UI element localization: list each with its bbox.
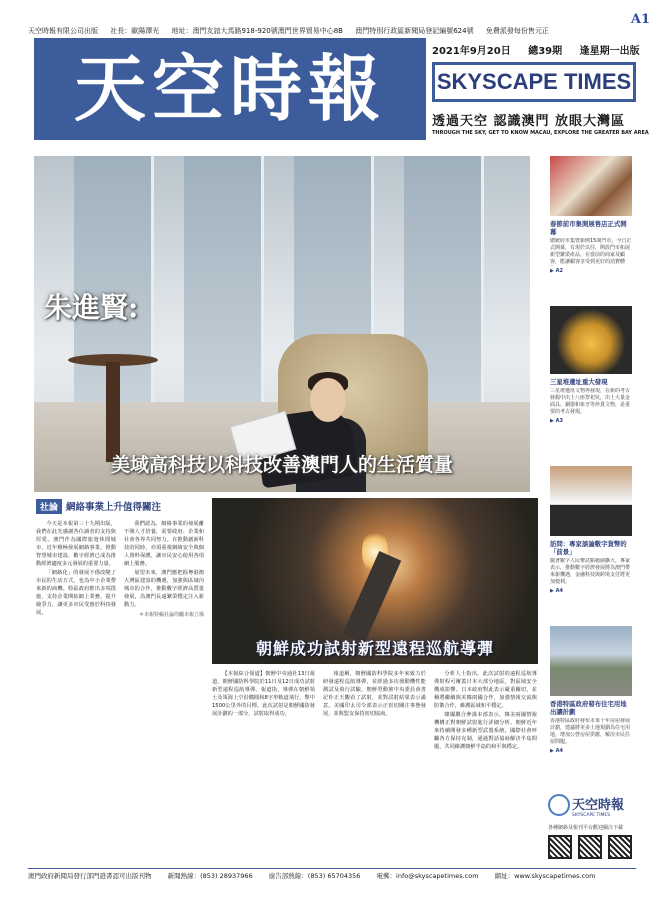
story-paragraph: 【本報綜合報道】朝鮮中央通社13日報道，朝鮮國防科學院於11日及12日成功試射新型遠程巡航導彈。報道指，導彈在朝鮮領土及領海上空沿橢圓和8字形軌道飛行，擊中1500公里外的目標。此次試射是朝鮮國防發展計劃的一部分，試射取得成功。 (212, 671, 315, 717)
teaser-title[interactable]: 香港特區政府發布住宅用地出讓計劃 (550, 700, 627, 716)
editorial-paragraph: 展望未來，澳門應把握粵港澳大灣區建設的機遇，加強與區域內城市的合作，推動數字經濟高質量發展，為澳門長遠繁榮穩定注入新動力。 (124, 570, 204, 608)
issue-date: 2021年9月20日 (432, 46, 511, 57)
masthead-title: 天空時報 (73, 46, 386, 131)
person-head (310, 378, 346, 422)
story-paragraph: 報道稱，朝鮮國防科學院多年來致力於研發遠程巡航導彈，並經過多次發動機性能測試及飛行試驗。朝鮮勞動黨中央委員會書記朴正天觀看了試射，並對試射結果表示滿意。美國印太司令部表示正密切關注事態發展，並與盟友保持密切協商。 (323, 671, 426, 717)
story-column (212, 670, 315, 860)
teaser-text: 隨著數字人民幣試點範圍擴大，專家表示，推動數字經濟發展將為澳門帶來新機遇，金融科技與跨境支付將更加便利。 (550, 558, 631, 585)
globe-logo-icon (548, 794, 570, 816)
editorial-column (124, 520, 204, 860)
slogan: 透過天空 認識澳門 放眼大灣區 (432, 114, 626, 129)
teaser-image[interactable] (550, 306, 632, 374)
ad-logo-text: 天空時報 (572, 798, 625, 813)
hero-name: 朱進賢: (44, 291, 139, 324)
editorial-paragraph: 「網絡化」的發展不僅改變了市民的生活方式，也為中小企業帶來新的商機。特區政府推出多項措施，支持企業開拓網上業務，提升競爭力，讓更多市民受惠於科技發展。 (36, 570, 116, 616)
president-text: 社長：歐陽澤光 (110, 27, 160, 35)
story-headline[interactable]: 朝鮮成功試射新型遠程巡航導彈 (255, 639, 494, 658)
footer-website[interactable]: 網址：www.skyscapetimes.com (494, 872, 596, 880)
top-info-bar (28, 24, 630, 38)
editorial-title[interactable]: 網絡事業上升值得關注 (66, 502, 162, 513)
ad-logo-english: SKYSCAPE TIMES (572, 813, 611, 818)
issue-info (432, 42, 654, 57)
editorial-column (36, 520, 116, 860)
editorial-paragraph: 我們認為，網絡事業的發展離不開人才培養，需要政府、企業和社會各界共同努力。在推動創新科技的同時，亦須重視網絡安全與個人資料保護，讓市民安心使用各項網上服務。 (124, 521, 204, 567)
teaser-page-ref[interactable]: ▶ A4 (550, 748, 632, 754)
sidebar-teasers (550, 156, 632, 796)
teaser-item[interactable] (550, 306, 632, 424)
issue-number: 總39期 (528, 46, 563, 57)
teaser-title[interactable]: 三星堆遺址重大發現 (550, 378, 608, 386)
address-text: 地址：澳門友誼大馬路918-920號澳門世界貿易中心8B (171, 27, 343, 35)
story-body (212, 670, 537, 860)
qr-code-icon[interactable] (578, 835, 602, 859)
editorial-header (36, 498, 204, 514)
footer-supervisor: 澳門政府新聞局發行部門證書認可出版刊物 (28, 872, 152, 880)
price-text: 免費派發每份售元正 (485, 27, 549, 35)
teaser-text: 總統府市集暨新開15間門市，今日正式開幕，有現於以往，開設門市拓展新型繁榮產品，在當前的商家及顧客，能讓顧客享受到更好的消費體 (550, 238, 632, 265)
side-table-leg (106, 362, 120, 462)
qr-code-icon[interactable] (608, 835, 632, 859)
footer-bar (28, 868, 636, 882)
story-paragraph: 分析人士指出，此次試射的遠程巡航導彈射程可覆蓋日本大部分地區，對區域安全構成影響。日本政府對此表示嚴重關切，並稱將繼續與美韓兩國合作，加強情報交流與防衛合作，維護區域和平穩定。 (434, 671, 537, 709)
story-column (434, 670, 537, 860)
teaser-text: 三星堆遺址文物再發現，在新的考古發掘中出土八座祭祀坑，出土大量金面具、銅器和象牙等珍貴文物，是重要的考古發現。 (550, 388, 631, 415)
teaser-item[interactable] (550, 466, 632, 594)
approval-text: 澳門特別行政區新聞局登記編號624號 (355, 27, 474, 35)
teaser-page-ref[interactable]: ▶ A3 (550, 418, 632, 424)
editorial-body (36, 520, 204, 860)
footer-email[interactable]: 電郵：info@skyscapetimes.com (376, 872, 479, 880)
ad-text: 各種網絡及報刊平台歡迎關注下載 (548, 825, 624, 831)
teaser-image[interactable] (550, 466, 632, 536)
teaser-title[interactable]: 春節前市集開展售店正式開幕 (550, 220, 627, 236)
teaser-image[interactable] (550, 156, 632, 216)
window-pane (184, 156, 264, 416)
page-number: A1 (630, 12, 650, 27)
hero-headline[interactable]: 美域高科技以科技改善澳門人的生活質量 (110, 454, 453, 476)
masthead-ad[interactable] (548, 790, 636, 850)
tagline: THROUGH THE SKY, GET TO KNOW MACAU, EXPLORE THE GREATER BAY AREA (432, 130, 649, 136)
teaser-title[interactable]: 訪問：專家談論數字貨幣的「前景」 (550, 540, 627, 556)
masthead (28, 38, 649, 138)
issue-weekday: 逢星期一出版 (579, 46, 640, 57)
missile-launcher (343, 551, 402, 643)
teaser-item[interactable] (550, 156, 632, 274)
teaser-text: 香港特區政府發布未來十年房屋發展計劃，建議將更多土地規劃為住宅用地，增加公營房屋供應，解決市民住屋問題。 (550, 718, 631, 745)
footer-news-hotline[interactable]: 新聞熱線：(853) 28937966 (167, 872, 253, 880)
editorial-paragraph: 今天是本報第三十九期出版，我們在此先感謝各位讀者的支持與厚愛。澳門作為國際旅遊休閒城市，近年積極發展網絡事業，推動智慧城市建設，數字經濟已成為推動經濟適度多元發展的重要力量。 (36, 521, 116, 567)
story-paragraph: 韓國聯合參謀本部表示，韓美兩國情報機構正對朝鮮試射進行詳細分析。朝鮮近年來持續開發多種新型武器系統，國際社會呼籲各方保持克制，通過對話協商解決半島問題，共同維護朝鮮半島的和平與穩定。 (434, 712, 537, 750)
lead-story (212, 498, 538, 862)
qr-code-icon[interactable] (548, 835, 572, 859)
teaser-page-ref[interactable]: ▶ A4 (550, 588, 632, 594)
publisher-text: 天空時報有限公司出版 (28, 27, 98, 35)
editorial (36, 498, 204, 862)
teaser-page-ref[interactable]: ▶ A2 (550, 268, 632, 274)
story-column (323, 670, 426, 860)
teaser-image[interactable] (550, 626, 632, 696)
editorial-signature: ＊本報特稿社論均屬本報立場 (138, 612, 204, 618)
hero-photo[interactable] (34, 156, 530, 492)
teaser-item[interactable] (550, 626, 632, 754)
editorial-tag: 社論 (36, 499, 62, 514)
footer-ad-hotline[interactable]: 廣告部熱線：(853) 65704356 (268, 872, 361, 880)
english-title: SKYSCAPE TIMES (432, 62, 636, 102)
qr-codes (548, 835, 636, 859)
